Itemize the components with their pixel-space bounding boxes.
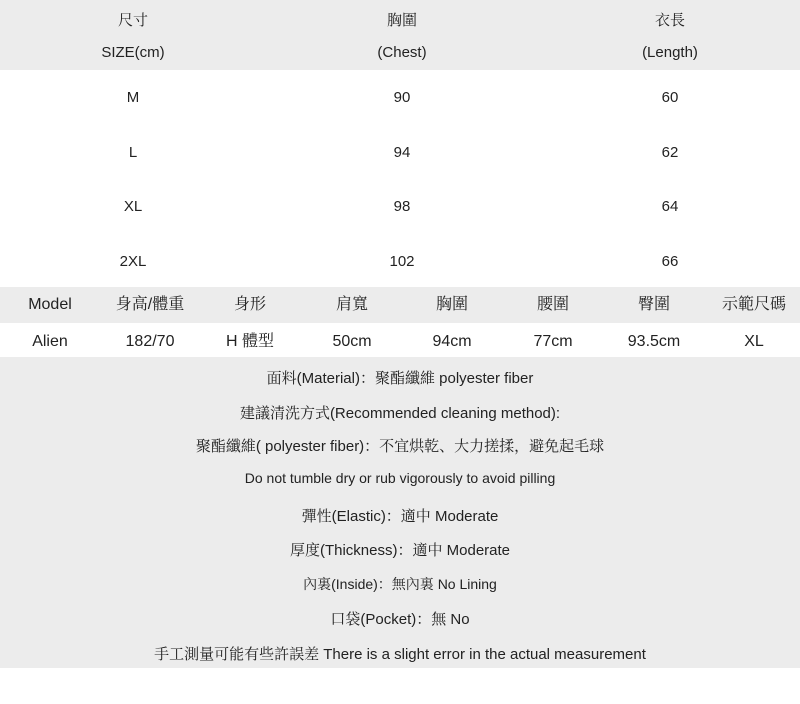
shoulder-cell: 50cm (332, 333, 372, 350)
size-header-en: SIZE(cm) (101, 44, 165, 61)
body-shape-header: 身形 (233, 296, 266, 313)
length-cell: 64 (661, 198, 679, 215)
size-table (0, 0, 800, 288)
model-table-header (0, 287, 800, 323)
size-cell: L (128, 143, 138, 161)
table-row (0, 179, 800, 234)
table-row (0, 125, 800, 180)
size-cell: 2XL (119, 252, 147, 270)
height-weight-cell: 182/70 (125, 333, 175, 350)
shoulder-header: 肩寬 (335, 296, 368, 313)
waist-cell: 77cm (533, 333, 573, 350)
hip-cell: 93.5cm (627, 333, 681, 350)
chest-cell: 98 (393, 198, 411, 215)
chest-cell: 94cm (432, 333, 472, 350)
length-cell: 66 (661, 252, 679, 270)
model-size-header: 示範尺碼 (721, 296, 786, 313)
chest-cell: 102 (389, 252, 415, 270)
length-cell: 62 (661, 143, 679, 161)
thickness-line: 厚度(Thickness)：適中 Moderate (289, 542, 511, 559)
model-table (0, 287, 800, 357)
cleaning-instruction-cn: 聚酯纖維( polyester fiber)：不宜烘乾、大力搓揉，避免起毛球 (195, 438, 605, 455)
chest-header: 胸圍 (435, 296, 468, 313)
inside-line: 內裏(Inside)：無內裏 No Lining (303, 576, 497, 592)
table-row (0, 323, 800, 357)
length-header-en: (Length) (642, 44, 698, 61)
material-line: 面料(Material)：聚酯纖維 polyester fiber (266, 370, 534, 387)
hip-header: 臀圍 (637, 296, 670, 313)
model-size-cell: XL (744, 333, 764, 350)
chest-cell: 90 (393, 89, 411, 106)
body-shape-cell: H 體型 (225, 333, 274, 350)
size-table-header (0, 0, 800, 70)
height-weight-header: 身高/體重 (115, 296, 185, 313)
size-cell: XL (123, 198, 143, 215)
model-header: Model (28, 296, 72, 313)
cleaning-title: 建議清洗方式(Recommended cleaning method): (239, 405, 561, 422)
chest-cell: 94 (393, 143, 411, 161)
length-cell: 60 (661, 89, 679, 106)
chest-header-cn: 胸圍 (386, 12, 417, 29)
pocket-line: 口袋(Pocket)：無 No (330, 611, 470, 628)
elastic-line: 彈性(Elastic)：適中 Moderate (301, 508, 499, 525)
table-row (0, 234, 800, 289)
size-cell: M (126, 89, 140, 106)
product-info-panel (0, 357, 800, 668)
model-name-cell: Alien (32, 333, 68, 350)
table-row (0, 70, 800, 125)
cleaning-instruction-en: Do not tumble dry or rub vigorously to avoid pilling (244, 470, 556, 486)
size-header-cn: 尺寸 (117, 12, 148, 29)
length-header-cn: 衣長 (654, 12, 685, 29)
measurement-error-note: 手工測量可能有些許誤差 There is a slight error in the actual measurement (154, 646, 646, 663)
chest-header-en: (Chest) (377, 44, 427, 61)
waist-header: 腰圍 (536, 296, 569, 313)
